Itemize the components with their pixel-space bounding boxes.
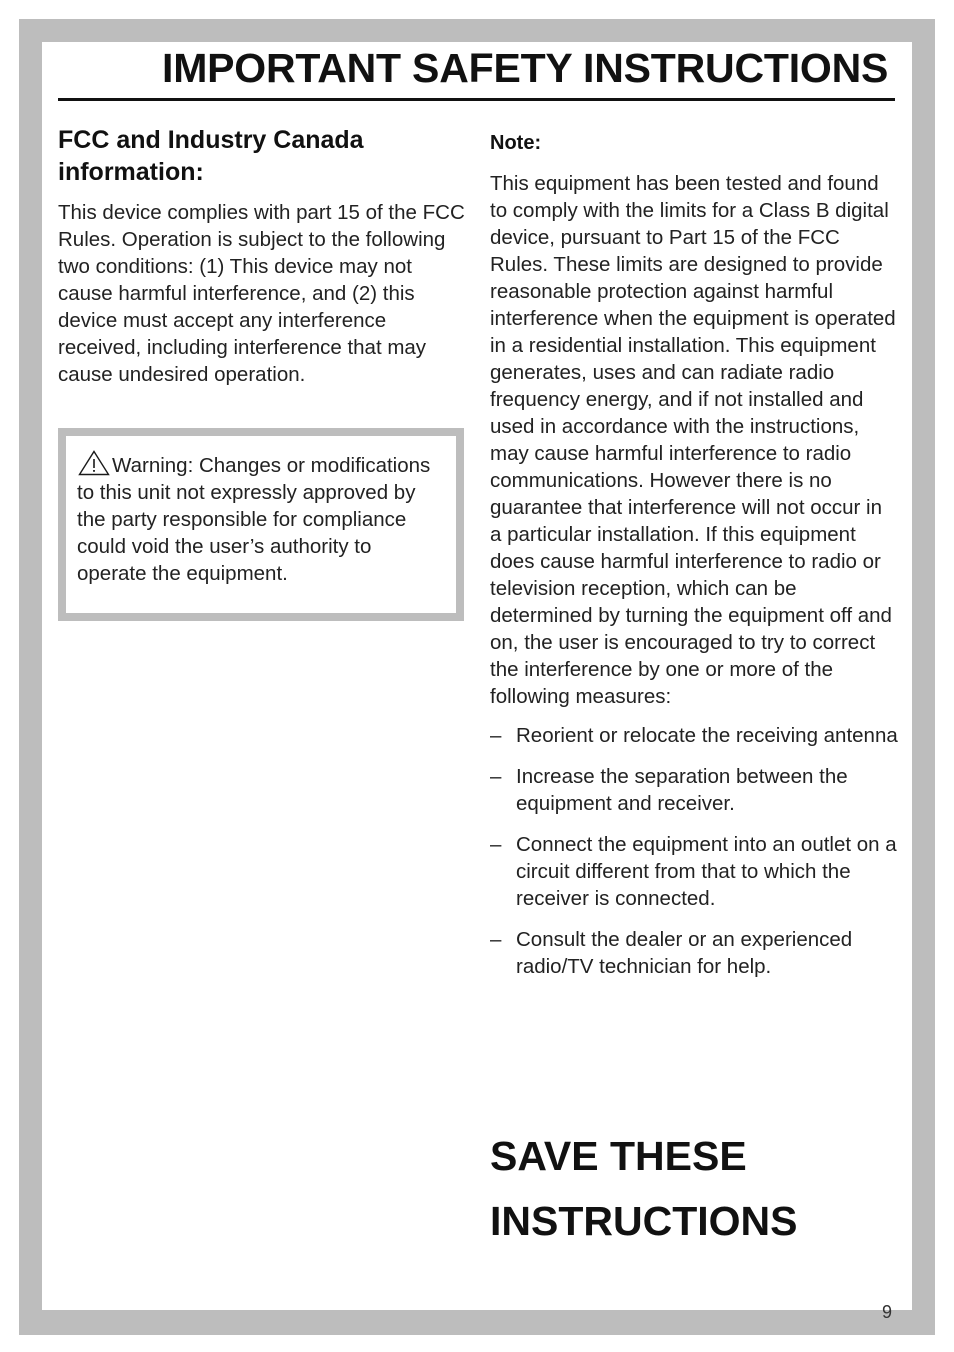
fcc-heading: FCC and Industry Canada information: [58,126,364,186]
dash-bullet: – [490,928,502,951]
list-item-text: Connect the equipment into an outlet on a circuit different from that to which the receiver is connected. [516,833,897,910]
warning-triangle-icon [77,450,110,476]
warning-paragraph [77,450,446,587]
list-item [490,926,898,980]
list-item-text: Reorient or relocate the receiving antenna [516,724,898,747]
list-item-text: Consult the dealer or an experienced radio/TV technician for help. [516,928,853,978]
list-item [490,763,898,817]
note-paragraph: This equipment has been tested and found to comply with the limits for a Class B digital device, pursuant to Part 15 of the FCC Rules. These limits are designed to provide reasonable protection against harmful interference when the equipment is operated in a residential installation. This equipment generates, uses and can radiate radio frequency energy, and if not installed and used in accordance with the instructions, may cause harmful interference to radio communications. However there is no guarantee that interference will not occur in a particular installation. If this equipment does cause harmful interference to radio or television reception, which can be determined by turning the equipment off and on, the user is encouraged to try to correct the interference by one or more of the following measures: [490,172,896,708]
note-section [490,128,898,994]
save-instructions-heading [490,1124,798,1254]
fcc-section [58,124,470,388]
dash-bullet: – [490,833,502,856]
dash-bullet: – [490,765,502,788]
note-label: Note: [490,132,542,154]
save-heading-line2: INSTRUCTIONS [490,1198,798,1244]
fcc-paragraph: This device complies with part 15 of the FCC Rules. Operation is subject to the following two conditions: (1) This device may not cause harmful interference, and (2) this device must accept any interference received, including interference that may cause undesired operation. [58,201,465,386]
save-heading-line1: SAVE THESE [490,1133,747,1179]
warning-content [66,436,456,613]
title-divider [58,98,895,101]
page-title: IMPORTANT SAFETY INSTRUCTIONS [162,45,889,91]
warning-box [58,428,464,621]
page-number: 9 [882,1302,893,1322]
list-item-text: Increase the separation between the equipment and receiver. [516,765,848,815]
list-item [490,722,898,749]
measures-list [490,722,898,980]
warning-text: Warning: Changes or modifications to this unit not expressly approved by the party responsible for compliance could void the user’s authority to operate the equipment. [77,454,431,585]
dash-bullet: – [490,724,502,747]
list-item [490,831,898,912]
